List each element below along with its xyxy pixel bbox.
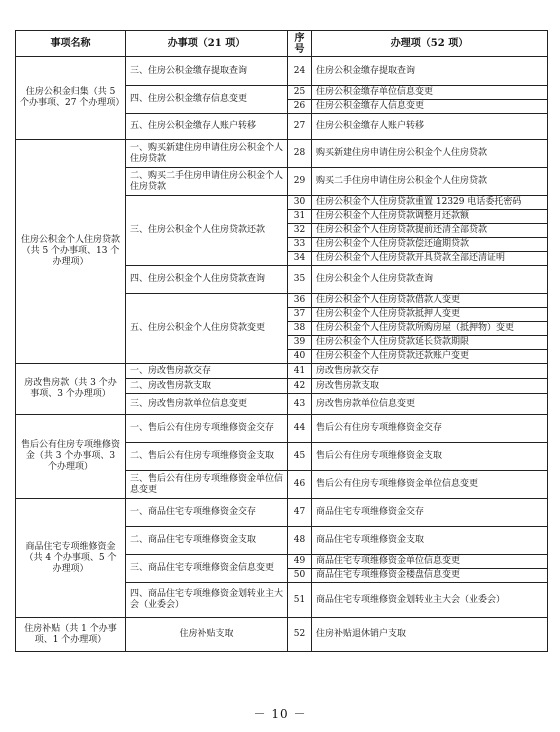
category-cell: 住房公积金个人住房贷款（共 5 个办事项、13 个办理项）: [16, 140, 126, 364]
serial-number-cell: 34: [288, 252, 312, 266]
serial-number-cell: 49: [288, 555, 312, 569]
service-item-cell: 二、售后公有住房专项维修资金支取: [126, 443, 288, 471]
service-item-cell: 三、住房公积金个人住房贷款还款: [126, 196, 288, 266]
service-item-cell: 一、购买新建住房申请住房公积金个人住房贷款: [126, 140, 288, 168]
service-item-cell: 二、房改售房款支取: [126, 379, 288, 394]
serial-number-cell: 30: [288, 196, 312, 210]
handling-item-cell: 商品住宅专项维修资金楼盘信息变更: [312, 569, 548, 583]
service-item-cell: 四、商品住宅专项维修资金划转业主大会（业委会）: [126, 583, 288, 618]
handling-item-cell: 住房公积金个人住房贷款查询: [312, 266, 548, 294]
serial-number-cell: 37: [288, 308, 312, 322]
table-row: [16, 364, 548, 379]
handling-item-cell: 商品住宅专项维修资金支取: [312, 527, 548, 555]
category-cell: 售后公有住房专项维修资金（共 3 个办事项、3 个办理项）: [16, 415, 126, 499]
handling-item-cell: 住房公积金缴存人账户转移: [312, 114, 548, 140]
handling-item-cell: 住房公积金个人住房贷款借款人变更: [312, 294, 548, 308]
service-item-cell: 一、商品住宅专项维修资金交存: [126, 499, 288, 527]
table-header-row: [16, 31, 548, 57]
service-item-cell: 二、商品住宅专项维修资金支取: [126, 527, 288, 555]
table-row: [16, 415, 548, 443]
category-cell: 房改售房款（共 3 个办事项、3 个办理项）: [16, 364, 126, 415]
service-item-cell: 四、住房公积金缴存信息变更: [126, 86, 288, 114]
serial-number-cell: 45: [288, 443, 312, 471]
handling-item-cell: 房改售房款交存: [312, 364, 548, 379]
handling-item-cell: 住房补贴退休销户支取: [312, 618, 548, 652]
handling-item-cell: 房改售房款支取: [312, 379, 548, 394]
handling-item-cell: 住房公积金缴存提取查询: [312, 57, 548, 86]
serial-number-cell: 36: [288, 294, 312, 308]
service-item-cell: 五、住房公积金个人住房贷款变更: [126, 294, 288, 364]
serial-number-cell: 51: [288, 583, 312, 618]
serial-number-cell: 32: [288, 224, 312, 238]
header-service-items: 办事项（21 项）: [126, 31, 288, 57]
handling-item-cell: 售后公有住房专项维修资金单位信息变更: [312, 471, 548, 499]
serial-number-cell: 25: [288, 86, 312, 100]
serial-number-cell: 29: [288, 168, 312, 196]
handling-item-cell: 住房公积金个人住房贷款延长贷款期限: [312, 336, 548, 350]
handling-item-cell: 售后公有住房专项维修资金支取: [312, 443, 548, 471]
handling-item-cell: 住房公积金个人住房贷款提前还清全部贷款: [312, 224, 548, 238]
serial-number-cell: 50: [288, 569, 312, 583]
page-number: － 10 －: [253, 707, 307, 721]
handling-item-cell: 购买二手住房申请住房公积金个人住房贷款: [312, 168, 548, 196]
serial-number-cell: 42: [288, 379, 312, 394]
category-cell: 住房补贴（共 1 个办事项、1 个办理项）: [16, 618, 126, 652]
handling-item-cell: 住房公积金个人住房贷款抵押人变更: [312, 308, 548, 322]
serial-number-cell: 26: [288, 100, 312, 114]
service-item-cell: 一、房改售房款交存: [126, 364, 288, 379]
serial-number-cell: 35: [288, 266, 312, 294]
category-cell: 商品住宅专项维修资金（共 4 个办事项、5 个办理项）: [16, 499, 126, 618]
handling-item-cell: 售后公有住房专项维修资金交存: [312, 415, 548, 443]
serial-number-cell: 43: [288, 394, 312, 415]
service-item-cell: 四、住房公积金个人住房贷款查询: [126, 266, 288, 294]
service-items-table: [15, 30, 548, 652]
category-cell: 住房公积金归集（共 5 个办事项、27 个办理项）: [16, 57, 126, 140]
header-serial-number: 序号: [288, 31, 312, 57]
handling-item-cell: 住房公积金个人住房贷款调整月还款额: [312, 210, 548, 224]
serial-number-cell: 39: [288, 336, 312, 350]
table-row: [16, 140, 548, 168]
table-row: [16, 57, 548, 86]
table-row: [16, 618, 548, 652]
header-matter-name: 事项名称: [16, 31, 126, 57]
service-item-cell: 五、住房公积金缴存人账户转移: [126, 114, 288, 140]
serial-number-cell: 28: [288, 140, 312, 168]
serial-number-cell: 27: [288, 114, 312, 140]
handling-item-cell: 住房公积金个人住房贷款偿还逾期贷款: [312, 238, 548, 252]
service-item-cell: 三、商品住宅专项维修资金信息变更: [126, 555, 288, 583]
handling-item-cell: 商品住宅专项维修资金划转业主大会（业委会）: [312, 583, 548, 618]
serial-number-cell: 44: [288, 415, 312, 443]
serial-number-cell: 31: [288, 210, 312, 224]
service-item-cell: 三、售后公有住房专项维修资金单位信息变更: [126, 471, 288, 499]
serial-number-cell: 48: [288, 527, 312, 555]
serial-number-cell: 33: [288, 238, 312, 252]
serial-number-cell: 41: [288, 364, 312, 379]
handling-item-cell: 住房公积金缴存单位信息变更: [312, 86, 548, 100]
handling-item-cell: 住房公积金个人住房贷款重置 12329 电话委托密码: [312, 196, 548, 210]
handling-item-cell: 住房公积金个人住房贷款所购房屋（抵押物）变更: [312, 322, 548, 336]
serial-number-cell: 24: [288, 57, 312, 86]
serial-number-cell: 52: [288, 618, 312, 652]
serial-number-cell: 47: [288, 499, 312, 527]
table-row: [16, 499, 548, 527]
serial-number-cell: 40: [288, 350, 312, 364]
service-item-cell: 三、房改售房款单位信息变更: [126, 394, 288, 415]
handling-item-cell: 购买新建住房申请住房公积金个人住房贷款: [312, 140, 548, 168]
header-handling-items: 办理项（52 项）: [312, 31, 548, 57]
handling-item-cell: 住房公积金缴存人信息变更: [312, 100, 548, 114]
handling-item-cell: 住房公积金个人住房贷款还款账户变更: [312, 350, 548, 364]
handling-item-cell: 商品住宅专项维修资金交存: [312, 499, 548, 527]
serial-number-cell: 38: [288, 322, 312, 336]
handling-item-cell: 商品住宅专项维修资金单位信息变更: [312, 555, 548, 569]
service-item-cell: 三、住房公积金缴存提取查询: [126, 57, 288, 86]
handling-item-cell: 房改售房款单位信息变更: [312, 394, 548, 415]
service-item-cell: 二、购买二手住房申请住房公积金个人住房贷款: [126, 168, 288, 196]
service-item-cell: 一、售后公有住房专项维修资金交存: [126, 415, 288, 443]
serial-number-cell: 46: [288, 471, 312, 499]
service-item-cell: 住房补贴支取: [126, 618, 288, 652]
handling-item-cell: 住房公积金个人住房贷款开具贷款全部还清证明: [312, 252, 548, 266]
